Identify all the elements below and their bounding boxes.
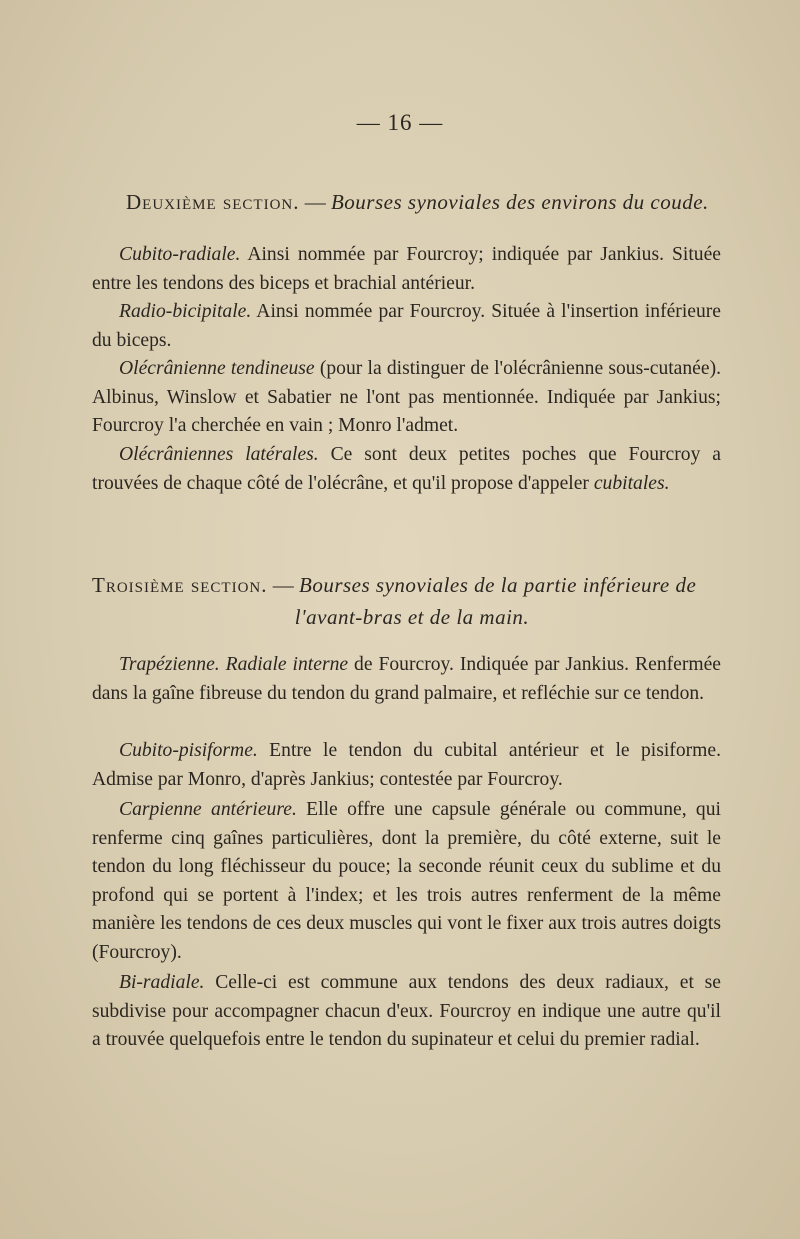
paragraph-cubito-radiale (92, 241, 721, 298)
term: Cubito-pisiforme. (119, 740, 258, 761)
paragraph-text: Entre le tendon du cubital antérieur et le pisiforme. Admise par Monro, d'après Jankius; contestée par Fourcroy. (92, 740, 721, 790)
paragraph-cubito-pisiforme (92, 737, 721, 794)
paragraph-text: Ainsi nommée par Fourcroy; indiquée par Jankius. Située entre les tendons des biceps et brachial antérieur. (92, 244, 721, 294)
paragraph-text: (pour la distinguer de l'olécrânienne sous-cutanée). Albinus, Winslow et Sabatier ne l'ont pas mentionnée. Indiquée par Jankius; Fourcroy l'a cherchée en vain ; Monro l'admet. (92, 358, 721, 437)
section-dash: — (299, 190, 331, 214)
section-title-line1: Bourses synoviales de la partie inférieure de (299, 573, 697, 597)
section-title-line2: l'avant-bras et de la main. (294, 605, 530, 629)
term: cubitales. (593, 472, 670, 494)
term: Carpienne antérieure. (119, 799, 297, 820)
paragraph-text: Celle-ci est commune aux tendons des deux radiaux, et se subdivise pour accompagner chacun d'eux. Fourcroy en indique une autre qu'il a trouvée quelquefois entre le tendon du supinateur et celui du premier radial. (92, 972, 721, 1051)
paragraph-text: Ce sont deux petites poches que Fourcroy a trouvées de chaque côté de l'olécrâne, et qu'il propose d'appeler (92, 444, 721, 494)
paragraph-olecraniennes-laterales (92, 441, 721, 498)
paragraph-text: Ainsi nommée par Fourcroy. Située à l'insertion inférieure du biceps. (92, 301, 721, 351)
section-label: Deuxième section. (126, 190, 300, 214)
term: Olécrânienne tendineuse (119, 358, 315, 379)
section-title: Bourses synoviales des environs du coude. (330, 190, 709, 214)
paragraph-text: Elle offre une capsule générale ou commune, qui renferme cinq gaînes particulières, dont la première, du côté externe, suit le tendon du long fléchisseur du pouce; la seconde réunit ceux du sublime et du profond qui se portent à l'index; et les trois autres renferment de la même manière les tendons de ces deux muscles qui vont le fixer aux trois autres doigts (Fourcroy). (92, 799, 721, 963)
term: Olécrâniennes latérales. (119, 444, 319, 465)
paragraph-text: de Fourcroy. Indiquée par Jankius. Renfermée dans la gaîne fibreuse du tendon du grand palmaire, et refléchie sur ce tendon. (92, 654, 721, 704)
term: Trapézienne. Radiale interne (119, 654, 349, 675)
section-heading-2 (126, 186, 726, 218)
page-number: — 16 — (356, 110, 444, 135)
paragraph-bi-radiale (92, 969, 721, 1055)
paragraph-carpienne-anterieure (92, 796, 721, 968)
section-heading-3 (92, 569, 722, 633)
term: Bi-radiale. (119, 972, 205, 993)
section-dash: — (267, 573, 299, 597)
paragraph-trapezienne (92, 651, 721, 708)
paragraph-radio-bicipitale (92, 298, 721, 355)
section-label: Troisième section. (92, 573, 268, 597)
term: Cubito-radiale. (119, 244, 241, 265)
paragraph-olecranienne-tendineuse (92, 355, 721, 441)
term: Radio-bicipitale. (119, 301, 252, 322)
